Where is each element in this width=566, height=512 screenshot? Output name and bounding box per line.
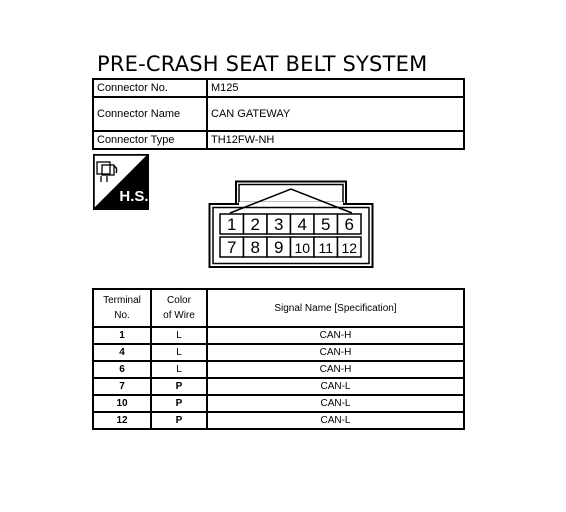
signal-name: CAN-H <box>207 361 464 378</box>
info-row-connector-no <box>93 79 464 97</box>
wire-color: P <box>151 395 207 412</box>
terminal-no-header <box>93 289 151 327</box>
terminal-table <box>92 288 465 430</box>
table-row <box>93 412 464 429</box>
info-label: Connector Name <box>93 97 207 131</box>
wire-color: P <box>151 378 207 395</box>
pin-number: 4 <box>297 215 307 234</box>
terminal-no: 1 <box>93 327 151 344</box>
header-line: of Wire <box>163 310 195 321</box>
harness-side-icon <box>93 154 149 210</box>
pin-number: 1 <box>227 215 237 234</box>
pin-number: 9 <box>274 238 284 257</box>
table-row <box>93 378 464 395</box>
terminal-no: 4 <box>93 344 151 361</box>
pin-number: 8 <box>250 238 260 257</box>
wire-color: L <box>151 344 207 361</box>
signal-name: CAN-L <box>207 378 464 395</box>
pin-number: 2 <box>250 215 260 234</box>
connector-pin-10 <box>291 237 315 257</box>
info-value: M125 <box>207 79 464 97</box>
connector-pin-7 <box>220 237 244 257</box>
connector-pin-5 <box>314 214 338 234</box>
info-value: CAN GATEWAY <box>207 97 464 131</box>
info-label: Connector No. <box>93 79 207 97</box>
signal-name: CAN-L <box>207 412 464 429</box>
connector-info-table <box>92 78 465 150</box>
wire-color: L <box>151 327 207 344</box>
terminal-no: 6 <box>93 361 151 378</box>
connector-face-diagram <box>208 180 374 270</box>
signal-name-header: Signal Name [Specification] <box>207 289 464 327</box>
table-row <box>93 395 464 412</box>
terminal-table-header <box>93 289 464 327</box>
page-title: PRE-CRASH SEAT BELT SYSTEM <box>97 52 428 76</box>
pin-number: 10 <box>294 240 311 256</box>
connector-pin-6 <box>338 214 362 234</box>
header-line: Color <box>167 295 191 306</box>
wire-color: P <box>151 412 207 429</box>
terminal-no: 7 <box>93 378 151 395</box>
connector-pin-8 <box>244 237 268 257</box>
wire-color: L <box>151 361 207 378</box>
pin-number: 5 <box>321 215 331 234</box>
signal-name: CAN-H <box>207 344 464 361</box>
pin-number: 7 <box>227 238 237 257</box>
info-row-connector-type <box>93 131 464 149</box>
signal-name: CAN-H <box>207 327 464 344</box>
info-value: TH12FW-NH <box>207 131 464 149</box>
table-row <box>93 327 464 344</box>
table-row <box>93 344 464 361</box>
header-line: No. <box>114 310 130 321</box>
connector-pin-1 <box>220 214 244 234</box>
hs-label: H.S. <box>119 188 149 205</box>
connector-pin-3 <box>267 214 291 234</box>
signal-name: CAN-L <box>207 395 464 412</box>
connector-pin-12 <box>338 237 362 257</box>
table-row <box>93 361 464 378</box>
pin-number: 3 <box>274 215 284 234</box>
info-row-connector-name <box>93 97 464 131</box>
pin-number: 11 <box>318 240 334 256</box>
pin-number: 6 <box>344 215 354 234</box>
pin-number: 12 <box>341 240 358 256</box>
terminal-no: 12 <box>93 412 151 429</box>
connector-pin-11 <box>314 237 338 257</box>
wire-color-header <box>151 289 207 327</box>
connector-pin-2 <box>244 214 268 234</box>
connector-pin-9 <box>267 237 291 257</box>
header-line: Terminal <box>103 295 141 306</box>
connector-pin-4 <box>291 214 315 234</box>
terminal-no: 10 <box>93 395 151 412</box>
info-label: Connector Type <box>93 131 207 149</box>
